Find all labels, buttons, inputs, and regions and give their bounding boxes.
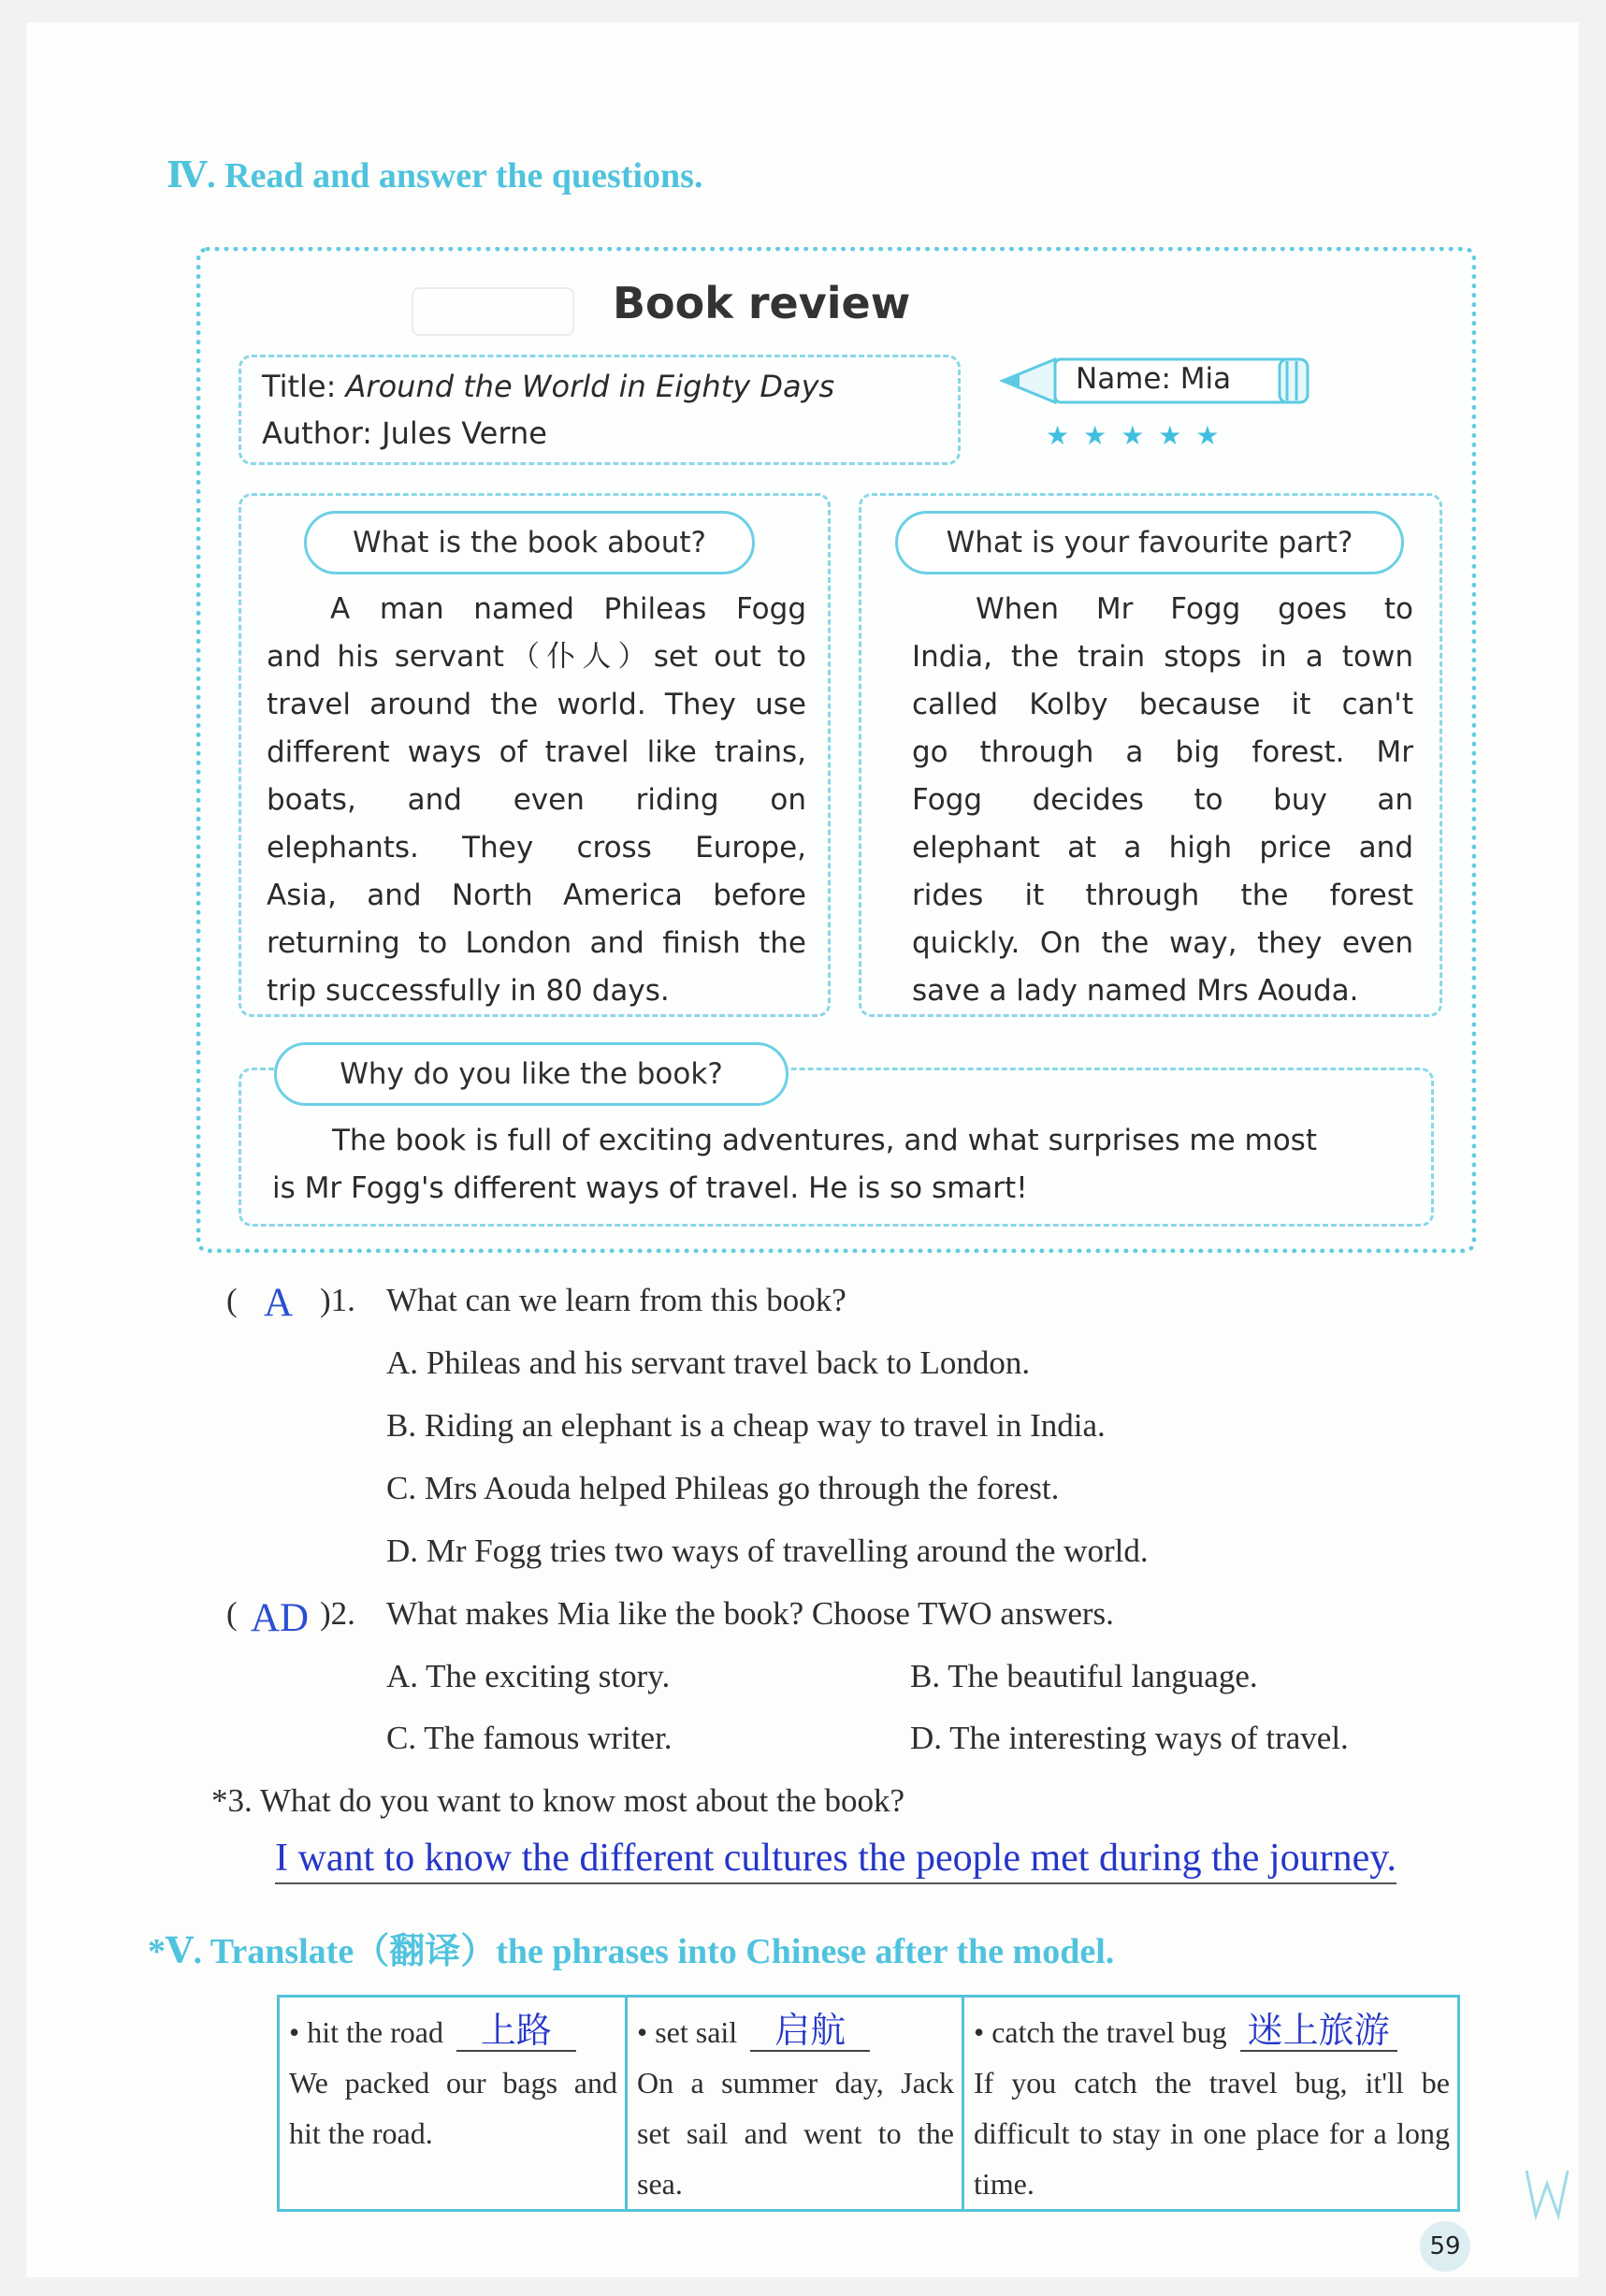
- watermark-logo: [412, 287, 574, 336]
- book-title: Around the World in Eighty Days: [345, 369, 835, 404]
- q3-stem: *3. What do you want to know most about the book?: [211, 1782, 905, 1819]
- about-line: elephants. They cross Europe,: [267, 831, 806, 865]
- about-line: returning to London and finish the: [267, 926, 806, 960]
- phrase-answer: 迷上旅游: [1240, 2013, 1397, 2052]
- page-number: 59: [1420, 2221, 1470, 2272]
- book-title-line: [262, 369, 834, 404]
- about-line: A man named Phileas Fogg: [330, 592, 806, 626]
- about-line: Asia, and North America before: [267, 879, 806, 912]
- phrase-example: On a summer day, Jack set sail and went to the sea.: [637, 2066, 954, 2201]
- q1-stem: What can we learn from this book?: [386, 1282, 846, 1318]
- q1-answer: A: [264, 1281, 294, 1325]
- favourite-line: quickly. On the way, they even: [912, 926, 1413, 960]
- phrase-table: [277, 1995, 1460, 2212]
- favourite-question: What is your favourite part?: [895, 511, 1404, 574]
- about-line: boats, and even riding on: [267, 783, 806, 817]
- book-review-card: [196, 247, 1476, 1253]
- q1-option-a: A. Phileas and his servant travel back to London.: [386, 1344, 1031, 1381]
- review-heading: Book review: [613, 278, 911, 328]
- phrase-example: We packed our bags and hit the road.: [289, 2066, 617, 2150]
- q2-stem: What makes Mia like the book? Choose TWO answers.: [386, 1595, 1114, 1632]
- favourite-line: When Mr Fogg goes to: [976, 592, 1413, 626]
- about-line: different ways of travel like trains,: [267, 735, 806, 769]
- why-answer-line-1: The book is full of exciting adventures, and what surprises me most: [332, 1124, 1317, 1157]
- why-question: Why do you like the book?: [274, 1042, 789, 1106]
- favourite-line: India, the train stops in a town: [912, 640, 1413, 674]
- favourite-answer: [912, 586, 1413, 1015]
- phrase-answer: 上路: [456, 2013, 576, 2052]
- q2-option-b: B. The beautiful language.: [910, 1658, 1258, 1694]
- q1-option-b: B. Riding an elephant is a cheap way to travel in India.: [386, 1407, 1106, 1444]
- section-5-title: *Ⅴ. Translate（翻译）the phrases into Chinese after the model.: [148, 1932, 1115, 1971]
- q2-number: )2.: [320, 1595, 355, 1632]
- q3-answer: I want to know the different cultures the people met during the journey.: [275, 1836, 1396, 1884]
- title-author-box: [239, 355, 961, 465]
- phrase-example: If you catch the travel bug, it'll be difficult to stay in one place for a long time.: [974, 2066, 1450, 2201]
- favourite-line: called Kolby because it can't: [912, 688, 1413, 721]
- q2-bracket: (: [226, 1595, 238, 1632]
- reviewer-name: Name: Mia: [1076, 362, 1232, 396]
- q2-option-d: D. The interesting ways of travel.: [910, 1720, 1349, 1756]
- phrase-cell-catch-the-travel-bug: [963, 1997, 1459, 2211]
- q2-answer: AD: [251, 1596, 310, 1640]
- favourite-line: rides it through the forest: [912, 879, 1413, 912]
- q2-option-c: C. The famous writer.: [386, 1720, 673, 1756]
- phrase-label: • catch the travel bug: [974, 2015, 1227, 2049]
- title-label: Title:: [262, 369, 346, 404]
- q1-option-c: C. Mrs Aouda helped Phileas go through the forest.: [386, 1470, 1060, 1506]
- favourite-line: save a lady named Mrs Aouda.: [912, 974, 1359, 1008]
- phrase-label: • set sail: [637, 2015, 738, 2049]
- about-line: and his servant（仆人）set out to: [267, 640, 806, 674]
- rating-stars: ★ ★ ★ ★ ★: [1046, 422, 1223, 451]
- phrase-cell-hit-the-road: [279, 1997, 627, 2211]
- favourite-line: Fogg decides to buy an: [912, 783, 1413, 817]
- phrase-answer: 启航: [750, 2013, 870, 2052]
- decorative-w-icon: [1523, 2165, 1571, 2221]
- phrase-cell-set-sail: [627, 1997, 963, 2211]
- about-line: travel around the world. They use: [267, 688, 806, 721]
- about-question: What is the book about?: [304, 511, 755, 574]
- about-line: trip successfully in 80 days.: [267, 974, 670, 1008]
- q1-bracket: (: [226, 1282, 238, 1318]
- section-4-title: Ⅳ. Read and answer the questions.: [166, 156, 703, 196]
- about-answer: [267, 586, 806, 1015]
- why-answer-line-2: is Mr Fogg's different ways of travel. He is so smart!: [272, 1171, 1028, 1205]
- q1-number: )1.: [320, 1282, 355, 1318]
- q1-option-d: D. Mr Fogg tries two ways of travelling around the world.: [386, 1533, 1149, 1569]
- favourite-line: go through a big forest. Mr: [912, 735, 1413, 769]
- book-author: Author: Jules Verne: [262, 415, 547, 451]
- workbook-page: [26, 22, 1579, 2277]
- q2-option-a: A. The exciting story.: [386, 1658, 671, 1694]
- phrase-label: • hit the road: [289, 2015, 443, 2049]
- favourite-line: elephant at a high price and: [912, 831, 1413, 865]
